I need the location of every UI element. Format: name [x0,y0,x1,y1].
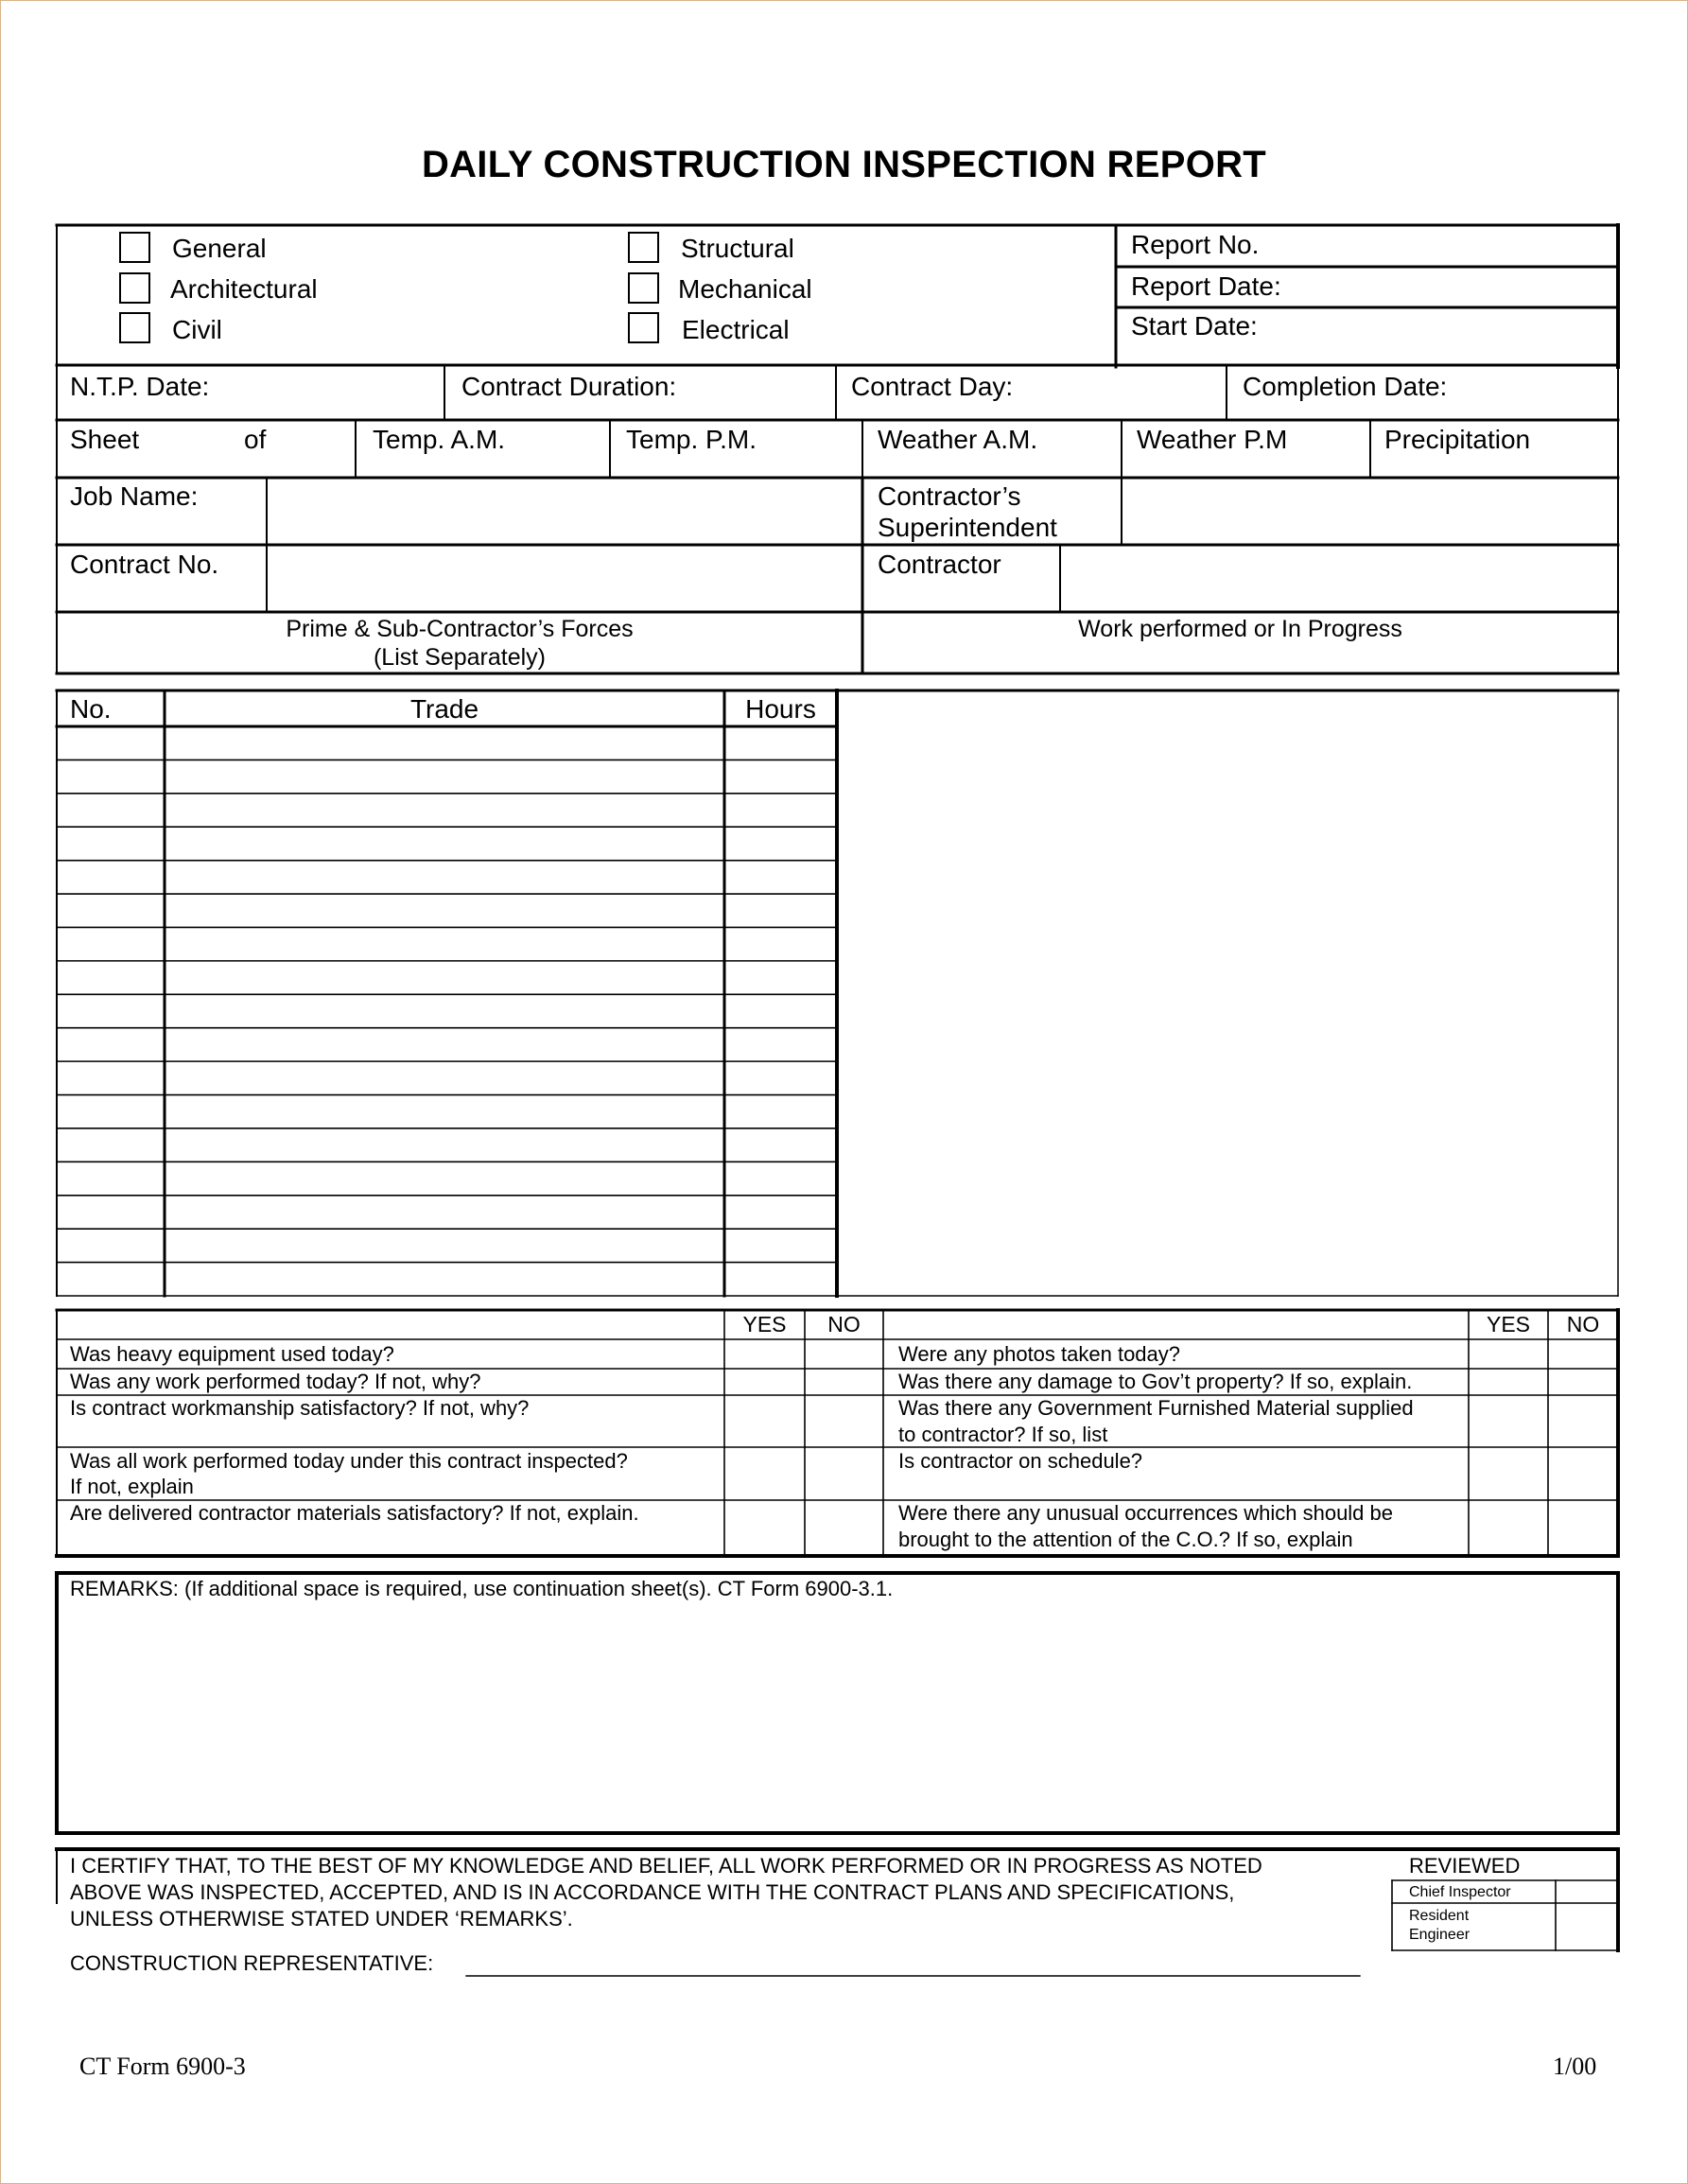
no-header-left: NO [827,1312,861,1337]
col-header-hours: Hours [745,694,816,724]
form-revision-date: 1/00 [1553,2053,1597,2080]
resident-engineer-label-line1: Resident [1409,1908,1470,1924]
contract-day-label: Contract Day: [851,372,1014,401]
sheet-label: Sheet [70,425,140,454]
question-photos: Were any photos taken today? [898,1342,1181,1366]
certification-line2: ABOVE WAS INSPECTED, ACCEPTED, AND IS IN ACCORDANCE WITH THE CONTRACT PLANS AND SPECIFICATIONS, [70,1880,1235,1904]
contract-duration-label: Contract Duration: [461,372,677,401]
question-workmanship: Is contract workmanship satisfactory? If not, why? [70,1396,530,1420]
yes-header-right: YES [1486,1312,1531,1337]
report-date-label: Report Date: [1131,271,1281,301]
construction-rep-signature-field[interactable] [466,1948,1360,1975]
precipitation-label: Precipitation [1384,425,1531,454]
question-gfm-line2: to contractor? If so, list [898,1423,1108,1446]
completion-date-label: Completion Date: [1243,372,1448,401]
question-damage: Was there any damage to Gov’t property? If so, explain. [898,1370,1413,1393]
forces-header-line2: (List Separately) [373,644,547,671]
temp-pm-label: Temp. P.M. [626,425,757,454]
question-schedule: Is contractor on schedule? [898,1449,1143,1473]
architectural-label: Architectural [170,274,318,304]
forces-header-line1: Prime & Sub-Contractor’s Forces [286,616,634,642]
ntp-date-label: N.T.P. Date: [70,372,210,401]
superintendent-label-line2: Superintendent [878,513,1057,542]
chief-inspector-label: Chief Inspector [1409,1884,1511,1900]
electrical-label: Electrical [682,315,790,344]
remarks-area[interactable] [62,1608,1613,1827]
col-header-no: No. [70,694,112,724]
report-no-label: Report No. [1131,230,1260,259]
certification-line1: I CERTIFY THAT, TO THE BEST OF MY KNOWLEDGE AND BELIEF, ALL WORK PERFORMED OR IN PROGRESS AS NOTED [70,1854,1262,1878]
question-heavy-equipment: Was heavy equipment used today? [70,1342,394,1366]
structural-checkbox[interactable] [628,232,659,263]
remarks-label: REMARKS: (If additional space is required, use continuation sheet(s). CT Form 6900-3.1. [70,1577,894,1600]
question-unusual-line2: brought to the attention of the C.O.? If so, explain [898,1528,1353,1551]
job-name-label: Job Name: [70,481,199,511]
general-label: General [172,234,267,263]
form-title: DAILY CONSTRUCTION INSPECTION REPORT [421,144,1267,185]
civil-label: Civil [172,315,222,344]
weather-am-label: Weather A.M. [878,425,1038,454]
yes-header-left: YES [742,1312,787,1337]
electrical-checkbox[interactable] [628,312,659,343]
question-unusual-line1: Were there any unusual occurrences which should be [898,1501,1394,1525]
superintendent-label-line1: Contractor’s [878,481,1021,511]
structural-label: Structural [681,234,794,263]
general-checkbox[interactable] [119,232,150,263]
resident-engineer-label-line2: Engineer [1409,1927,1470,1943]
reviewed-title: REVIEWED [1409,1854,1521,1878]
start-date-label: Start Date: [1131,311,1258,341]
contractor-label: Contractor [878,550,1001,579]
temp-am-label: Temp. A.M. [373,425,506,454]
no-header-right: NO [1566,1312,1600,1337]
contract-no-label: Contract No. [70,550,219,579]
mechanical-checkbox[interactable] [628,272,659,304]
question-inspected-line2: If not, explain [70,1475,194,1498]
certification-line3: UNLESS OTHERWISE STATED UNDER ‘REMARKS’. [70,1907,573,1931]
architectural-checkbox[interactable] [119,272,150,304]
question-work-performed: Was any work performed today? If not, why? [70,1370,481,1393]
question-inspected-line1: Was all work performed today under this contract inspected? [70,1449,628,1473]
question-gfm-line1: Was there any Government Furnished Material supplied [898,1396,1414,1420]
question-materials: Are delivered contractor materials satisfactory? If not, explain. [70,1501,639,1525]
weather-pm-label: Weather P.M [1137,425,1288,454]
construction-rep-label: CONSTRUCTION REPRESENTATIVE: [70,1951,434,1975]
civil-checkbox[interactable] [119,312,150,343]
col-header-trade: Trade [409,694,479,724]
mechanical-label: Mechanical [678,274,812,304]
sheet-of-label: of [244,425,267,454]
work-header: Work performed or In Progress [1078,616,1402,642]
work-performed-area[interactable] [842,693,1615,1293]
form-number: CT Form 6900-3 [79,2053,246,2080]
